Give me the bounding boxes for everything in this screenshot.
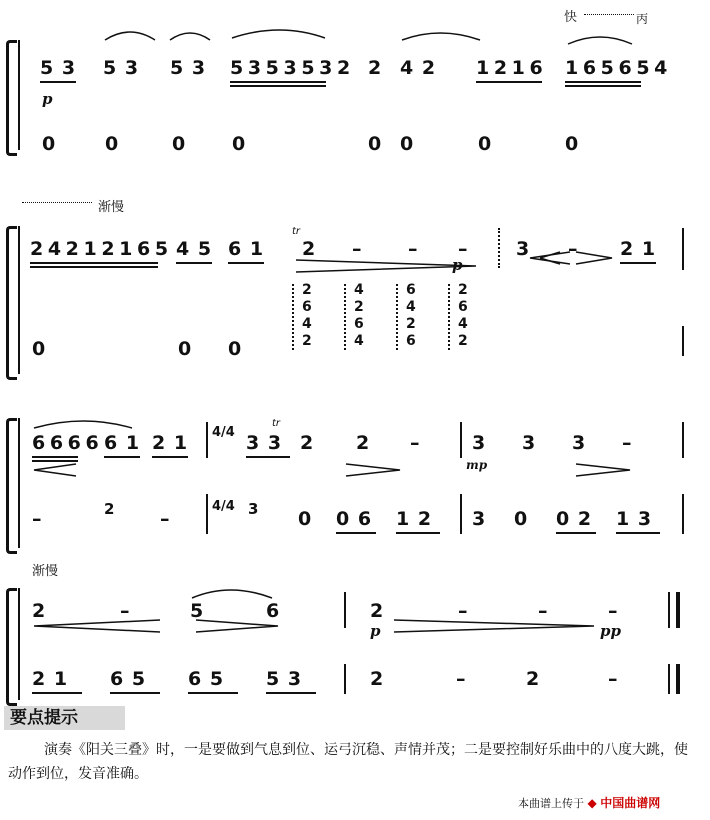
- barline: [460, 494, 462, 534]
- lower-note: –: [32, 508, 43, 530]
- upper-note: 2 4 2 1 2 1 6 5: [30, 238, 168, 260]
- arpeggio-wave: [292, 284, 294, 350]
- lower-note: 0: [478, 133, 493, 155]
- underline: [246, 456, 290, 458]
- underline: [565, 81, 641, 83]
- footer-brand[interactable]: 中国曲谱网: [600, 796, 661, 810]
- lower-note: 0 2: [556, 508, 593, 530]
- upper-note: –: [120, 600, 131, 622]
- lower-note: –: [608, 668, 619, 690]
- tempo-marking: 渐慢: [32, 564, 59, 579]
- upper-note: 3: [572, 432, 587, 454]
- dynamic-mark: p: [370, 622, 381, 640]
- upper-note: 2: [356, 432, 371, 454]
- dynamic-mark: pp: [600, 622, 621, 640]
- lower-note: –: [160, 508, 171, 530]
- lower-note: 0: [32, 338, 47, 360]
- upper-note: 2: [300, 432, 315, 454]
- underline: [188, 692, 238, 694]
- underline: [32, 692, 82, 694]
- underline: [616, 532, 660, 534]
- footer-credit: [518, 794, 660, 811]
- upper-note: 5 3: [40, 57, 77, 79]
- upper-note: 3: [472, 432, 487, 454]
- underline: [104, 456, 140, 458]
- footer-text: 本曲谱上传于: [518, 797, 584, 810]
- lower-note: 6 5: [110, 668, 147, 690]
- slur-marks: [0, 410, 710, 440]
- lower-note: 0: [228, 338, 243, 360]
- underline: [32, 456, 78, 458]
- final-barline: [668, 664, 670, 694]
- dynamic-mark: p: [452, 256, 463, 274]
- underline: [152, 456, 188, 458]
- upper-note: 2: [302, 238, 317, 260]
- upper-note: –: [458, 600, 469, 622]
- lower-note: 2 1: [32, 668, 69, 690]
- lower-note: 0: [172, 133, 187, 155]
- lower-note: 1 2: [396, 508, 433, 530]
- underline: [230, 81, 326, 83]
- barline: [18, 226, 20, 374]
- trill-mark: tr: [272, 418, 281, 429]
- underline: [565, 85, 641, 87]
- upper-note: 5 3: [103, 57, 140, 79]
- tempo-marking: 渐慢: [98, 200, 125, 215]
- upper-note: 2: [32, 600, 47, 622]
- upper-note: –: [352, 238, 363, 260]
- arpeggio-wave: [448, 284, 450, 350]
- upper-note: 1 2 1 6: [476, 57, 542, 79]
- underline: [396, 532, 440, 534]
- lower-note: 0: [42, 133, 57, 155]
- upper-note: 5 3 5 3 5 3 2: [230, 57, 350, 79]
- upper-note: –: [622, 432, 633, 454]
- upper-note: –: [538, 600, 549, 622]
- lower-note: 1 3: [616, 508, 653, 530]
- lower-note: 2: [104, 500, 116, 518]
- lower-note: 3: [248, 500, 260, 518]
- upper-note: 3: [522, 432, 537, 454]
- chord-column: 2 6 4 2: [302, 282, 312, 349]
- lower-note: 0: [298, 508, 313, 530]
- lower-note: 2: [370, 668, 385, 690]
- lower-note: 5 3: [266, 668, 303, 690]
- upper-note: 4 5: [176, 238, 213, 260]
- lower-note: –: [456, 668, 467, 690]
- upper-note: –: [568, 238, 579, 260]
- slur-marks: [0, 580, 710, 610]
- fingering-label: 丙: [636, 12, 649, 26]
- arpeggio-wave: [344, 284, 346, 350]
- tempo-marking: 快: [564, 10, 578, 25]
- chord-column: 4 2 6 4: [354, 282, 364, 349]
- arpeggio-wave: [396, 284, 398, 350]
- barline: [206, 494, 208, 534]
- lower-note: 0: [178, 338, 193, 360]
- tempo-dotted-line: [22, 202, 92, 203]
- upper-note: 3: [516, 238, 531, 260]
- underline: [230, 85, 326, 87]
- tips-body: 演奏《阳关三叠》时，一是要做到气息到位、运弓沉稳、声情并茂；二是要控制好乐曲中的八度大跳，使动作到位，发音准确。: [8, 742, 688, 782]
- chord-column: 2 6 4 2: [458, 282, 468, 349]
- underline: [476, 81, 542, 83]
- upper-note: –: [608, 600, 619, 622]
- underline: [336, 532, 376, 534]
- lower-note: 0 6: [336, 508, 373, 530]
- brand-logo-icon: ◆: [587, 796, 597, 810]
- final-barline: [676, 664, 680, 694]
- underline: [40, 81, 76, 83]
- time-signature: 4/4: [212, 425, 235, 440]
- upper-note: 5: [190, 600, 205, 622]
- barline: [682, 326, 684, 356]
- underline: [556, 532, 596, 534]
- tempo-dotted-line: [584, 14, 634, 15]
- lower-note: 2: [526, 668, 541, 690]
- upper-note: 2: [368, 57, 383, 79]
- barline: [344, 664, 346, 694]
- upper-note: 4 2: [400, 57, 437, 79]
- barline: [682, 494, 684, 534]
- lower-note: 0: [105, 133, 120, 155]
- lower-note: 0: [368, 133, 383, 155]
- upper-note: 2 1: [152, 432, 189, 454]
- dynamic-mark: mp: [466, 458, 488, 472]
- chord-column: 6 4 2 6: [406, 282, 416, 349]
- upper-note: –: [408, 238, 419, 260]
- upper-note: 6 6 6 6: [32, 432, 98, 454]
- lower-note: 3: [472, 508, 487, 530]
- upper-note: 1 6 5 6 5 4: [565, 57, 667, 79]
- upper-note: –: [458, 238, 469, 260]
- lower-note: 0: [565, 133, 580, 155]
- underline: [266, 692, 316, 694]
- upper-note: 6 1: [228, 238, 265, 260]
- upper-note: 6: [266, 600, 281, 622]
- upper-note: 3 3: [246, 432, 283, 454]
- lower-note: 0: [232, 133, 247, 155]
- time-signature: 4/4: [212, 499, 235, 514]
- upper-note: –: [410, 432, 421, 454]
- dynamic-mark: p: [42, 90, 53, 108]
- upper-note: 5 3: [170, 57, 207, 79]
- upper-note: 2: [370, 600, 385, 622]
- lower-note: 0: [514, 508, 529, 530]
- lower-note: 0: [400, 133, 415, 155]
- upper-note: 2 1: [620, 238, 657, 260]
- hairpins: [0, 460, 710, 490]
- trill-mark: tr: [292, 226, 301, 237]
- tips-heading: 要点提示: [4, 706, 125, 730]
- lower-note: 6 5: [188, 668, 225, 690]
- underline: [110, 692, 160, 694]
- upper-note: 6 1: [104, 432, 141, 454]
